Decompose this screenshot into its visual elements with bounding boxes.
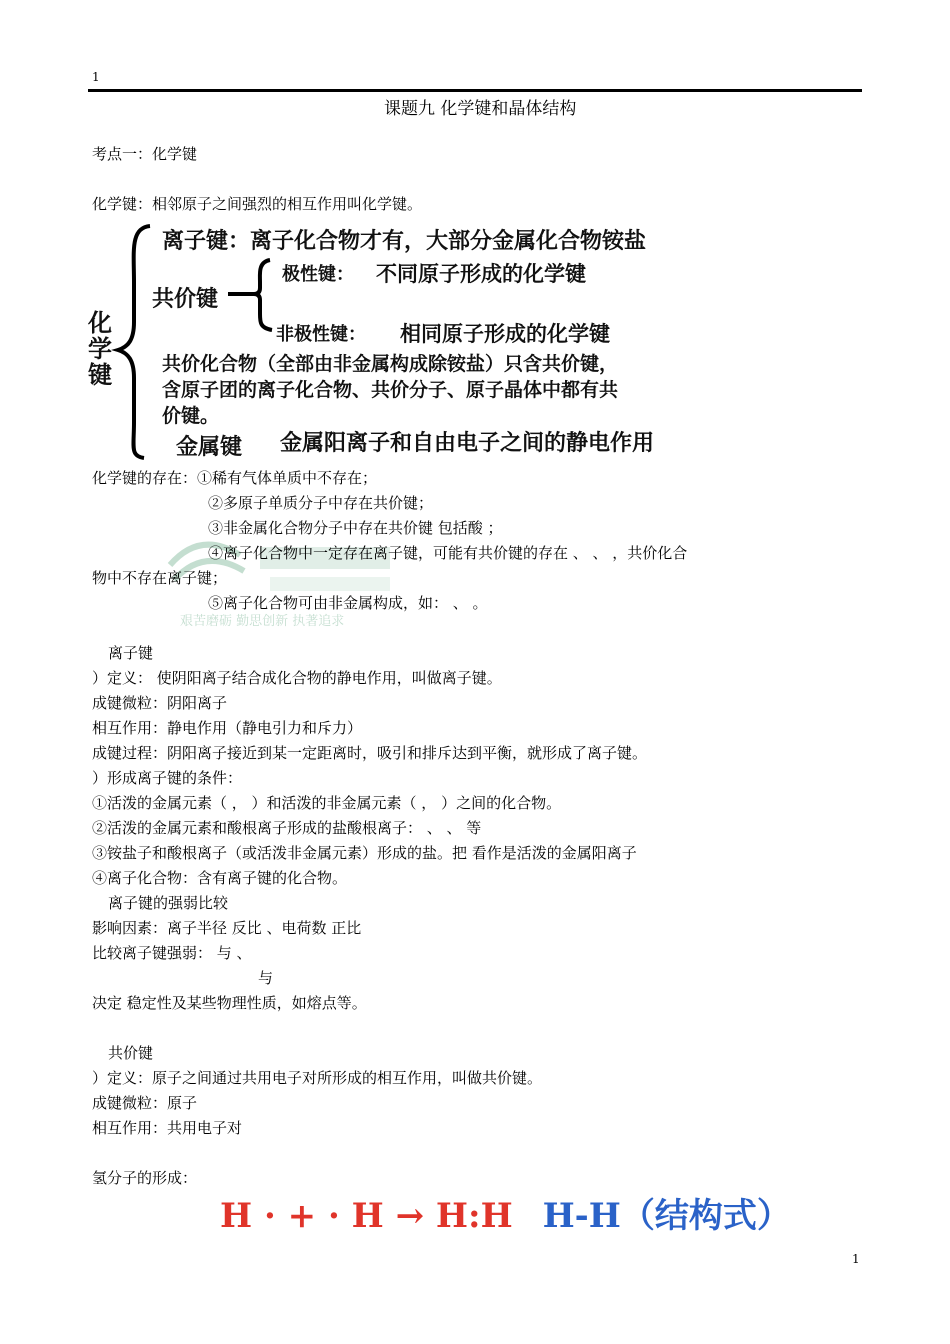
metallic-bond-label: 金属键: [176, 435, 243, 460]
diagram-root-label: 化学键: [88, 309, 112, 389]
ionic-line-12: 比较离子键强弱： 与 、: [92, 944, 252, 962]
existence-line-4: ④离子化合物中一定存在离子键，可能有共价键的存在 、 、 ，共价化合: [208, 544, 688, 562]
ionic-line-3: 相互作用：静电作用（静电引力和斥力）: [92, 719, 363, 737]
formula-reaction: H · + · H → H:H: [220, 1196, 513, 1236]
footer-page-number: 1: [852, 1252, 860, 1266]
ionic-line-7: ②活泼的金属元素和酸根离子形成的盐酸根离子： 、 、 等: [92, 819, 482, 837]
metallic-bond-desc: 金属阳离子和自由电子之间的静电作用: [280, 431, 655, 456]
existence-line-3: ③非金属化合物分子中存在共价键 包括酸 ；: [208, 519, 503, 537]
ionic-line-1: ）定义： 使阴阳离子结合成化合物的静电作用，叫做离子键。: [92, 669, 502, 687]
polar-bond-desc: 不同原子形成的化学键: [376, 262, 586, 286]
ionic-heading: 离子键: [108, 644, 154, 662]
existence-line-2: ②多原子单质分子中存在共价键；: [208, 494, 434, 512]
definition-text: 化学键：相邻原子之间强烈的相互作用叫化学键。: [92, 195, 423, 213]
nonpolar-bond-desc: 相同原子形成的化学键: [400, 322, 610, 346]
ionic-line-8: ③铵盐子和酸根离子（或活泼非金属元素）形成的盐。把 看作是活泼的金属阳离子: [92, 844, 637, 862]
covalent-note-2: 含原子团的离子化合物、共价分子、原子晶体中都有共: [162, 379, 619, 401]
ionic-line-13: 与: [258, 969, 274, 987]
covalent-heading: 共价键: [108, 1044, 154, 1062]
existence-line-1: 化学键的存在：①稀有气体单质中不存在；: [92, 469, 378, 487]
covalent-note-3: 价键。: [162, 405, 220, 427]
ionic-line-2: 成键微粒：阴阳离子: [92, 694, 228, 712]
watermark-motto: 艰苦磨砺 勤思创新 执著追求: [180, 614, 345, 629]
ionic-line-10: 离子键的强弱比较: [108, 894, 229, 912]
hydrogen-formation-formula: [220, 1188, 791, 1237]
covalent-line-2: 成键微粒：原子: [92, 1094, 198, 1112]
chemical-bond-diagram: [88, 222, 728, 462]
formula-structure: H-H（结构式）: [542, 1196, 791, 1236]
ionic-line-14: 决定 稳定性及某些物理性质，如熔点等。: [92, 994, 367, 1012]
ionic-line-11: 影响因素：离子半径 反比 、电荷数 正比: [92, 919, 362, 937]
existence-line-5: 物中不存在离子键；: [92, 569, 228, 587]
ionic-bond-row: 离子键：离子化合物才有，大部分金属化合物铵盐: [162, 229, 647, 254]
polar-bond-label: 极性键：: [282, 264, 354, 285]
covalent-bond-label: 共价键: [152, 287, 219, 312]
main-brace: [118, 226, 150, 458]
header-rule: [88, 89, 862, 92]
existence-line-6: ⑤离子化合物可由非金属构成，如： 、 。: [208, 594, 488, 612]
covalent-brace: [254, 260, 272, 330]
section-heading: 考点一：化学键: [92, 145, 198, 163]
covalent-line-3: 相互作用：共用电子对: [92, 1119, 243, 1137]
covalent-line-1: ）定义：原子之间通过共用电子对所形成的相互作用，叫做共价键。: [92, 1069, 543, 1087]
nonpolar-bond-label: 非极性键：: [276, 324, 366, 345]
ionic-line-4: 成键过程：阴阳离子接近到某一定距离时，吸引和排斥达到平衡，就形成了离子键。: [92, 744, 648, 762]
covalent-note-1: 共价化合物（全部由非金属构成除铵盐）只含共价键，: [162, 353, 619, 375]
header-page-number: 1: [92, 70, 100, 84]
page-title: 课题九 化学键和晶体结构: [384, 99, 577, 119]
ionic-line-5: ）形成离子键的条件：: [92, 769, 243, 787]
ionic-line-9: ④离子化合物：含有离子键的化合物。: [92, 869, 348, 887]
covalent-line-4: 氢分子的形成：: [92, 1169, 198, 1187]
ionic-line-6: ①活泼的金属元素（ ， ）和活泼的非金属元素（ ， ）之间的化合物。: [92, 794, 562, 812]
